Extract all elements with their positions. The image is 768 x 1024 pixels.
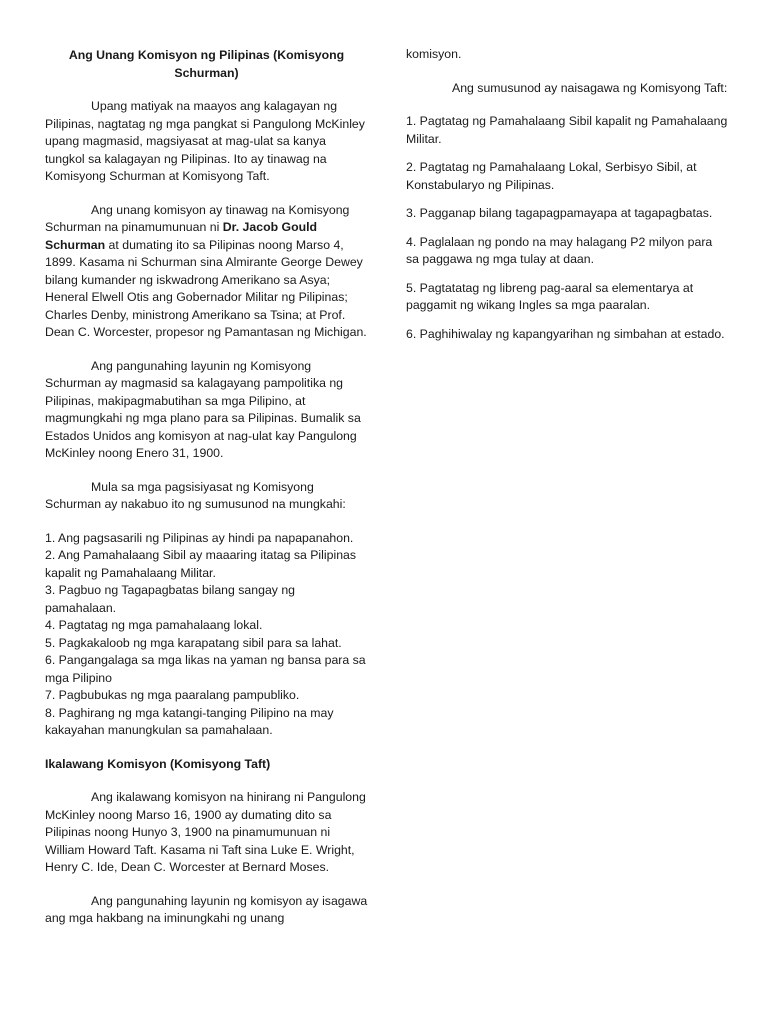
list-item: 1. Pagtatag ng Pamahalaang Sibil kapalit ng Pamahalaang Militar. [406, 114, 728, 146]
list-item: 5. Pagtatatag ng libreng pag-aaral sa elementarya at paggamit ng wikang Ingles sa mga paaralan. [406, 280, 694, 312]
intro-paragraph: Upang matiyak na maayos ang kalagayan ng Pilipinas, nagtatag ng mga pangkat si Pangulong McKinley upang magmasid, magsiyasat at mag-ulat sa kanya tungkol sa kalagayan ng Pilipinas. Ito ay tinawag na Komisyong Schurman at Komisyong Taft. [45, 99, 365, 183]
schurman-name: Dr. Jacob Gould Schurman [45, 220, 318, 252]
schurman-members-paragraph [45, 202, 368, 342]
list-item: 2. Ang Pamahalaang Sibil ay maaaring itatag sa Pilipinas kapalit ng Pamahalaang Militar. [45, 548, 357, 580]
list-item: 7. Pagbubukas ng mga paaralang pampubliko. [45, 688, 300, 702]
list-item: 1. Ang pagsasarili ng Pilipinas ay hindi pa napapanahon. [45, 530, 354, 545]
continuation-text: komisyon. [406, 47, 462, 61]
section-heading-taft: Ikalawang Komisyon (Komisyong Taft) [45, 756, 271, 771]
list-item: 6. Paghihiwalay ng kapangyarihan ng simbahan at estado. [406, 326, 725, 341]
list-item: 3. Pagganap bilang tagapagpamayapa at tagapagbatas. [406, 206, 713, 220]
accomplishments-intro: Ang sumusunod ay naisagawa ng Komisyong Taft: [452, 80, 728, 95]
list-item: 8. Paghirang ng mga katangi-tanging Pilipino na may kakayahan manungkulan sa pamahalaan. [45, 705, 334, 737]
list-item: 6. Pangangalaga sa mga likas na yaman ng bansa para sa mga Pilipino [45, 653, 366, 685]
right-column [406, 46, 728, 354]
list-item: 2. Pagtatag ng Pamahalaang Lokal, Serbisyo Sibil, at Konstabularyo ng Pilipinas. [406, 160, 697, 192]
document-title: Ang Unang Komisyon ng Pilipinas (Komisyong Schurman) [68, 48, 345, 80]
schurman-objective-paragraph: Ang pangunahing layunin ng Komisyong Schurman ay magmasid sa kalagayang pampolitika ng Pilipinas, makipagmabutihan sa mga Pilipino, at magmungkahi ng mga plano para sa Pilipinas. Bumalik sa Estados Unidos ang komisyon at nag-ulat kay Pangulong McKinley noong Enero 31, 1900. [45, 358, 361, 460]
list-item: 5. Pagkakaloob ng mga karapatang sibil para sa lahat. [45, 635, 342, 650]
taft-objective-paragraph: Ang pangunahing layunin ng komisyon ay isagawa ang mga hakbang na iminungkahi ng unang [45, 893, 368, 925]
list-item: 4. Paglalaan ng pondo na may halagang P2 milyon para sa paggawa ng mga tulay at daan. [406, 234, 713, 266]
members-text-end: at dumating ito sa Pilipinas noong Marso 4, 1899. Kasama ni Schurman sina Almirante George Dewey bilang kumander ng iskwadrong Amerikano sa Asya; Heneral Elwell Otis ang Gobernador Militar ng Pilipinas; Charles Denby, ministrong Amerikano sa Tsina; at Prof. Dean C. Worcester, propesor ng Pamantasan ng Michigan. [45, 237, 367, 339]
left-column [45, 46, 368, 944]
members-text-start: Ang unang komisyon ay tinawag na Komisyong Schurman na pinamumunuan ni [45, 202, 350, 234]
accomplishments-list [406, 113, 728, 343]
list-item: 3. Pagbuo ng Tagapagbatas bilang sangay ng pamahalaan. [45, 583, 296, 615]
recommendations-intro: Mula sa mga pagsisiyasat ng Komisyong Schurman ay nakabuo ito ng sumusunod na mungkahi: [45, 479, 346, 511]
list-item: 4. Pagtatag ng mga pamahalaang lokal. [45, 618, 263, 632]
recommendations-list [45, 530, 368, 740]
taft-members-paragraph: Ang ikalawang komisyon na hinirang ni Pangulong McKinley noong Marso 16, 1900 ay dumating dito sa Pilipinas noong Hunyo 3, 1900 na pinamumunuan ni William Howard Taft. Kasama ni Taft sina Luke E. Wright, Henry C. Ide, Dean C. Worcester at Bernard Moses. [45, 790, 366, 874]
